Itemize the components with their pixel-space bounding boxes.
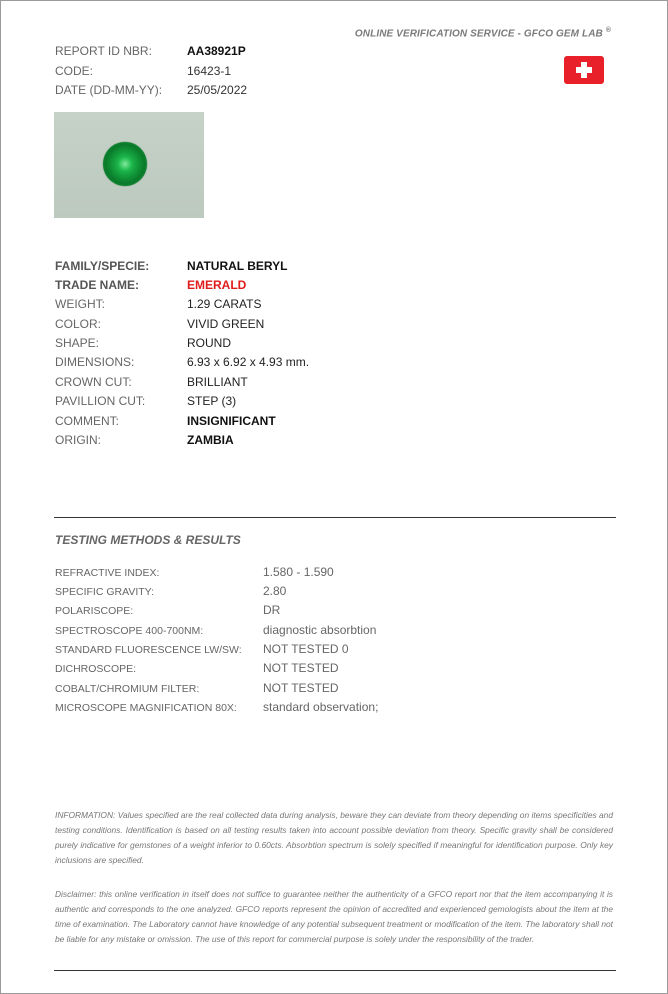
test-row-dichroscope xyxy=(55,658,339,677)
test-value: standard observation; xyxy=(263,700,379,714)
date-label: DATE (DD-MM-YY): xyxy=(55,83,163,97)
test-value: DR xyxy=(263,603,281,617)
comment-value: INSIGNIFICANT xyxy=(187,414,276,428)
dimensions-value: 6.93 x 6.92 x 4.93 mm. xyxy=(187,355,310,369)
family-row xyxy=(55,257,287,276)
test-label: STANDARD FLUORESCENCE LW/SW: xyxy=(55,644,242,656)
report-id-value: AA38921P xyxy=(187,44,246,58)
code-label: CODE: xyxy=(55,64,94,78)
test-label: COBALT/CHROMIUM FILTER: xyxy=(55,683,200,695)
dimensions-row xyxy=(55,353,309,372)
test-row-cobalt-filter xyxy=(55,678,339,697)
weight-value: 1.29 CARATS xyxy=(187,297,262,311)
family-value: NATURAL BERYL xyxy=(187,259,288,273)
test-value: NOT TESTED xyxy=(263,681,339,695)
color-label: COLOR: xyxy=(55,317,102,331)
report-id-row xyxy=(55,42,246,60)
crown-cut-value: BRILLIANT xyxy=(187,375,248,389)
test-value: 1.580 - 1.590 xyxy=(263,565,334,579)
section-divider-bottom xyxy=(54,970,616,971)
testing-section-title: TESTING METHODS & RESULTS xyxy=(55,533,241,547)
weight-row xyxy=(55,295,261,314)
section-divider-top xyxy=(54,517,616,518)
test-row-refractive-index xyxy=(55,562,334,581)
crown-cut-row xyxy=(55,373,248,392)
code-value: 16423-1 xyxy=(187,64,232,78)
shape-value: ROUND xyxy=(187,336,231,350)
information-text: INFORMATION: Values specified are the real collected data during analysis, beware they can deviate from theory depending on items specificities and testing conditions. Identification is based on all testing results taken into account possible deviation from theory. Specific gravity shall be considered purely indicative for gemstones of a weight inferior to 0.60cts. Absorbtion spectrum is solely specified if meaningful for identification purpose. Only key inclusions are specified. xyxy=(55,810,613,865)
test-value: 2.80 xyxy=(263,584,287,598)
color-value: VIVID GREEN xyxy=(187,317,265,331)
comment-row xyxy=(55,412,276,431)
code-row xyxy=(55,62,231,80)
test-label: MICROSCOPE MAGNIFICATION 80X: xyxy=(55,702,237,714)
date-value: 25/05/2022 xyxy=(187,83,248,97)
test-label: SPECIFIC GRAVITY: xyxy=(55,586,154,598)
shape-row xyxy=(55,334,231,353)
trade-name-value: EMERALD xyxy=(187,278,247,292)
test-value: diagnostic absorbtion xyxy=(263,623,377,637)
color-row xyxy=(55,315,264,334)
crown-cut-label: CROWN CUT: xyxy=(55,375,132,389)
date-row xyxy=(55,81,247,99)
test-label: POLARISCOPE: xyxy=(55,605,134,617)
dimensions-label: DIMENSIONS: xyxy=(55,355,135,369)
pavillion-cut-row xyxy=(55,392,236,411)
test-value: NOT TESTED xyxy=(263,661,339,675)
service-title: ONLINE VERIFICATION SERVICE - GFCO GEM LAB ® xyxy=(354,27,611,40)
swiss-flag-icon xyxy=(564,56,604,84)
test-row-microscope xyxy=(55,697,378,716)
test-label: DICHROSCOPE: xyxy=(55,663,137,675)
origin-row xyxy=(55,431,234,450)
trade-name-row xyxy=(55,276,246,295)
test-label: SPECTROSCOPE 400-700NM: xyxy=(55,625,204,637)
shape-label: SHAPE: xyxy=(55,336,100,350)
test-row-specific-gravity xyxy=(55,581,286,600)
test-row-fluorescence xyxy=(55,639,349,658)
family-label: FAMILY/SPECIE: xyxy=(55,259,150,273)
origin-label: ORIGIN: xyxy=(55,433,102,447)
pavillion-cut-value: STEP (3) xyxy=(187,394,237,408)
weight-label: WEIGHT: xyxy=(55,297,105,311)
test-label: REFRACTIVE INDEX: xyxy=(55,567,160,579)
disclaimer-text: Disclaimer: this online verification in itself does not suffice to guarantee neither the authenticity of a GFCO report nor that the item accompanying it is authentic and corresponds to the one analyzed. GFCO reports represent the opinion of accredited and experienced gemologists about the item at the time of examination. The Laboratory cannot have knowledge of any potential subsequent treatment or modification of the item. The laboratory shall not be liable for any mistake or omission. The use of this report for commercial purpose is solely under the responsibility of the trader. xyxy=(55,889,613,944)
origin-value: ZAMBIA xyxy=(187,433,234,447)
test-row-spectroscope xyxy=(55,620,376,639)
test-row-polariscope xyxy=(55,600,280,619)
test-value: NOT TESTED 0 xyxy=(263,642,349,656)
report-id-label: REPORT ID NBR: xyxy=(55,44,152,58)
emerald-gem-image xyxy=(103,142,147,186)
comment-label: COMMENT: xyxy=(55,414,119,428)
gemstone-photo xyxy=(54,112,204,218)
trade-name-label: TRADE NAME: xyxy=(55,278,139,292)
pavillion-cut-label: PAVILLION CUT: xyxy=(55,394,146,408)
